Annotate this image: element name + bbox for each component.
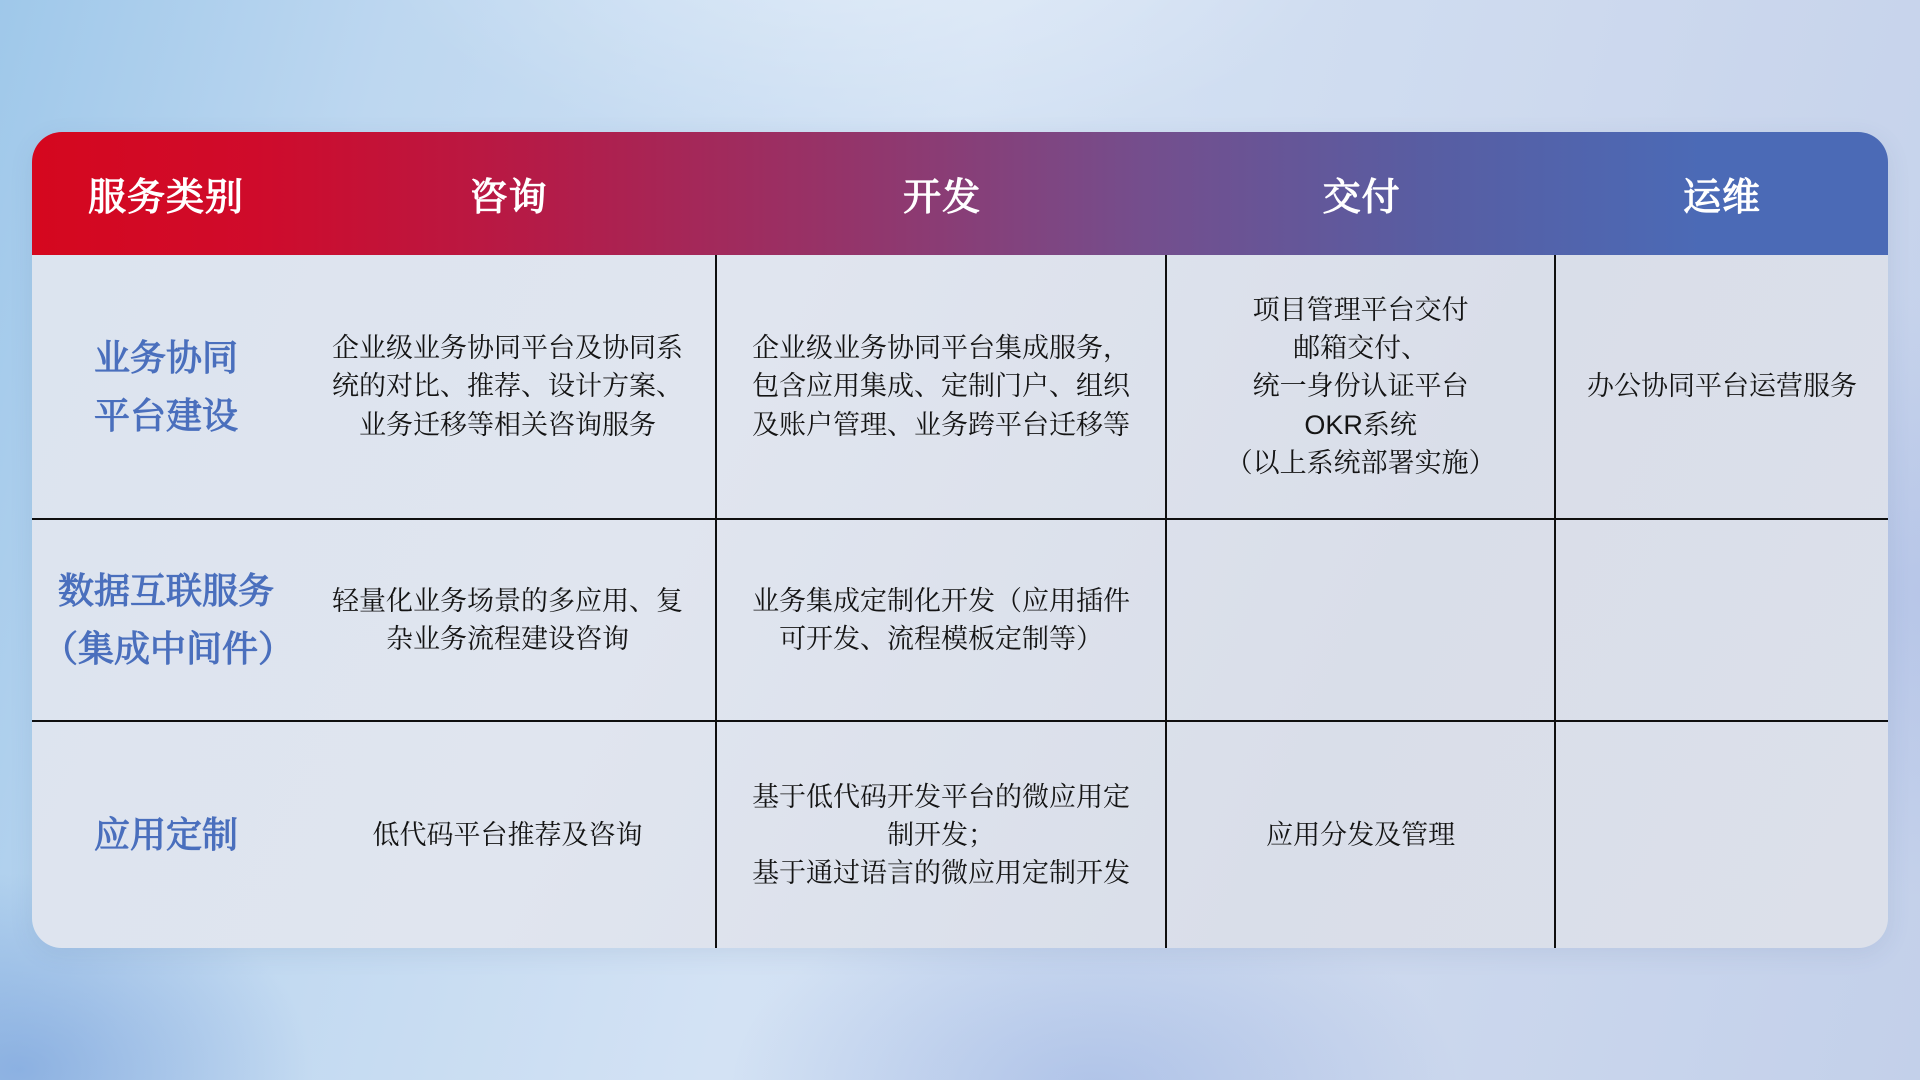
header-cell-development: 开发: [903, 177, 982, 219]
delivery-cell: [1167, 520, 1556, 720]
header-cell-category: 服务类别: [87, 177, 244, 219]
category-cell: 业务协同 平台建设: [93, 336, 238, 436]
table-row: [32, 722, 1888, 948]
header-cell-operations: 运维: [1683, 177, 1762, 219]
development-cell: 基于低代码开发平台的微应用定 制开发； 基于通过语言的微应用定制开发: [717, 722, 1167, 948]
operations-cell: [1556, 520, 1888, 720]
consulting-cell: 轻量化业务场景的多应用、复 杂业务流程建设咨询: [300, 520, 717, 720]
delivery-cell: 项目管理平台交付 邮箱交付、 统一身份认证平台 OKR系统 （以上系统部署实施）: [1167, 255, 1556, 518]
category-cell: 应用定制: [93, 814, 238, 856]
header-cell-delivery: 交付: [1322, 177, 1401, 219]
development-cell: 企业级业务协同平台集成服务， 包含应用集成、定制门户、组织 及账户管理、业务跨平台迁移等: [717, 255, 1167, 518]
services-table: [32, 132, 1888, 948]
operations-cell: 办公协同平台运营服务: [1587, 371, 1858, 402]
operations-cell: [1556, 722, 1888, 948]
development-cell: 业务集成定制化开发（应用插件 可开发、流程模板定制等）: [717, 520, 1167, 720]
header-cell-consulting: 咨询: [469, 177, 548, 219]
table-body: [32, 255, 1888, 948]
delivery-cell: 应用分发及管理: [1167, 722, 1556, 948]
consulting-cell: 低代码平台推荐及咨询: [300, 722, 717, 948]
table-row: [32, 255, 1888, 520]
category-cell: 数据互联服务 （集成中间件）: [42, 570, 295, 669]
table-header-row: [32, 132, 1888, 255]
table-row: [32, 520, 1888, 722]
consulting-cell: 企业级业务协同平台及协同系 统的对比、推荐、设计方案、 业务迁移等相关咨询服务: [300, 255, 717, 518]
